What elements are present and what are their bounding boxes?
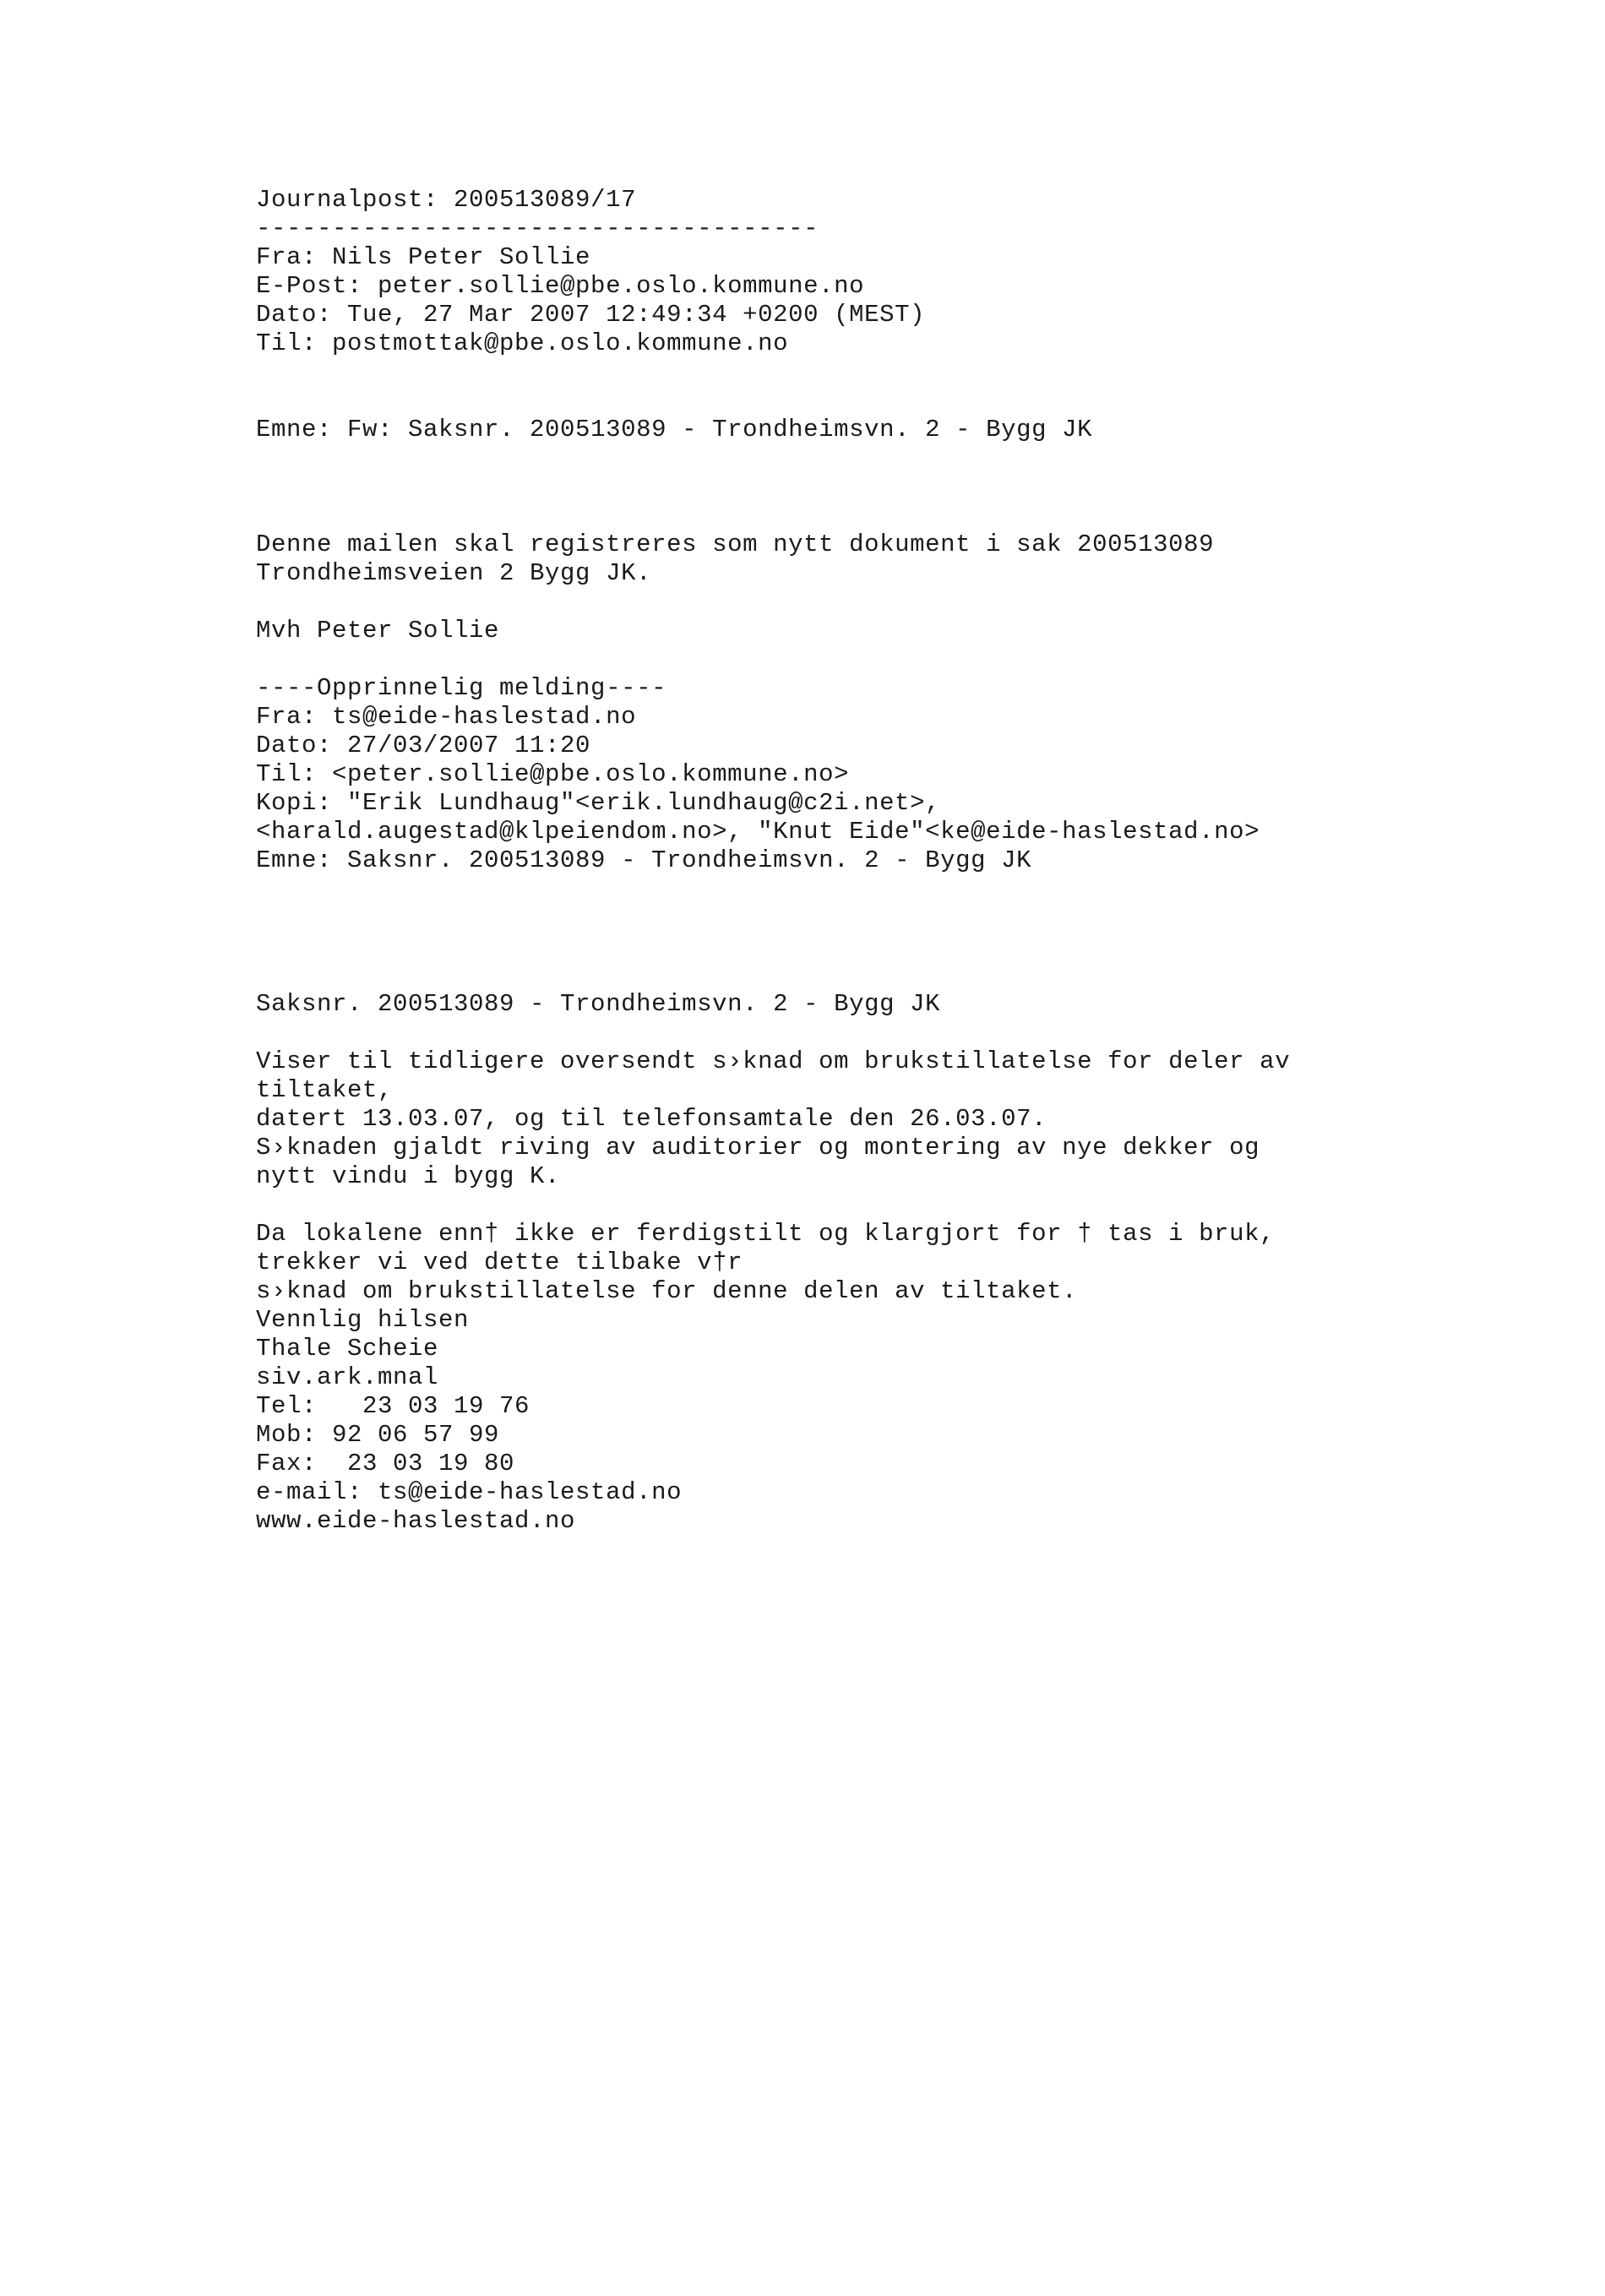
original-message-marker: ----Opprinnelig melding----: [256, 674, 667, 702]
body-paragraph-line: s›knad om brukstillatelse for denne delen av tiltaket.: [256, 1277, 1078, 1305]
forward-note-line: Trondheimsveien 2 Bygg JK.: [256, 559, 652, 587]
body-paragraph-line: tiltaket,: [256, 1076, 394, 1104]
original-cc-line: <harald.augestad@klpeiendom.no>, "Knut Eide"<ke@eide-haslestad.no>: [256, 818, 1260, 846]
signature-line: Mob: 92 06 57 99: [256, 1421, 500, 1449]
signature-line: e-mail: ts@eide-haslestad.no: [256, 1478, 683, 1506]
date-line: Dato: Tue, 27 Mar 2007 12:49:34 +0200 (MEST): [256, 301, 926, 329]
original-date-line: Dato: 27/03/2007 11:20: [256, 732, 591, 759]
subject-line: Emne: Fw: Saksnr. 200513089 - Trondheimsvn. 2 - Bygg JK: [256, 416, 1093, 443]
body-paragraph-line: trekker vi ved dette tilbake v†r: [256, 1249, 743, 1276]
separator-line: -------------------------------------: [256, 215, 819, 242]
forward-note-line: Denne mailen skal registreres som nytt dokument i sak 200513089: [256, 530, 1215, 558]
signature-line: www.eide-haslestad.no: [256, 1507, 576, 1535]
body-paragraph-line: Da lokalene enn† ikke er ferdigstilt og klargjort for † tas i bruk,: [256, 1220, 1276, 1248]
journalpost-line: Journalpost: 200513089/17: [256, 186, 637, 214]
body-paragraph-line: Viser til tidligere oversendt s›knad om brukstillatelse for deler av: [256, 1047, 1291, 1075]
body-paragraph-line: S›knaden gjaldt riving av auditorier og montering av nye dekker og: [256, 1134, 1260, 1162]
signature-line: Fax: 23 03 19 80: [256, 1450, 515, 1477]
original-from-line: Fra: ts@eide-haslestad.no: [256, 703, 637, 731]
forward-signoff: Mvh Peter Sollie: [256, 617, 500, 645]
original-cc-line: Kopi: "Erik Lundhaug"<erik.lundhaug@c2i.net>,: [256, 789, 941, 817]
body-paragraph-line: datert 13.03.07, og til telefonsamtale den 26.03.07.: [256, 1105, 1047, 1133]
signature-line: siv.ark.mnal: [256, 1363, 439, 1391]
to-line: Til: postmottak@pbe.oslo.kommune.no: [256, 329, 789, 357]
email-line: E-Post: peter.sollie@pbe.oslo.kommune.no: [256, 272, 865, 300]
original-subject-line: Emne: Saksnr. 200513089 - Trondheimsvn. 2 - Bygg JK: [256, 846, 1032, 874]
email-printout: [256, 186, 1574, 1536]
signature-line: Tel: 23 03 19 76: [256, 1392, 530, 1420]
signature-line: Thale Scheie: [256, 1335, 439, 1363]
body-paragraph-line: nytt vindu i bygg K.: [256, 1162, 561, 1190]
original-to-line: Til: <peter.sollie@pbe.oslo.kommune.no>: [256, 760, 850, 788]
signature-line: Vennlig hilsen: [256, 1306, 470, 1334]
body-subject-line: Saksnr. 200513089 - Trondheimsvn. 2 - Bygg JK: [256, 990, 941, 1018]
from-line: Fra: Nils Peter Sollie: [256, 243, 591, 271]
